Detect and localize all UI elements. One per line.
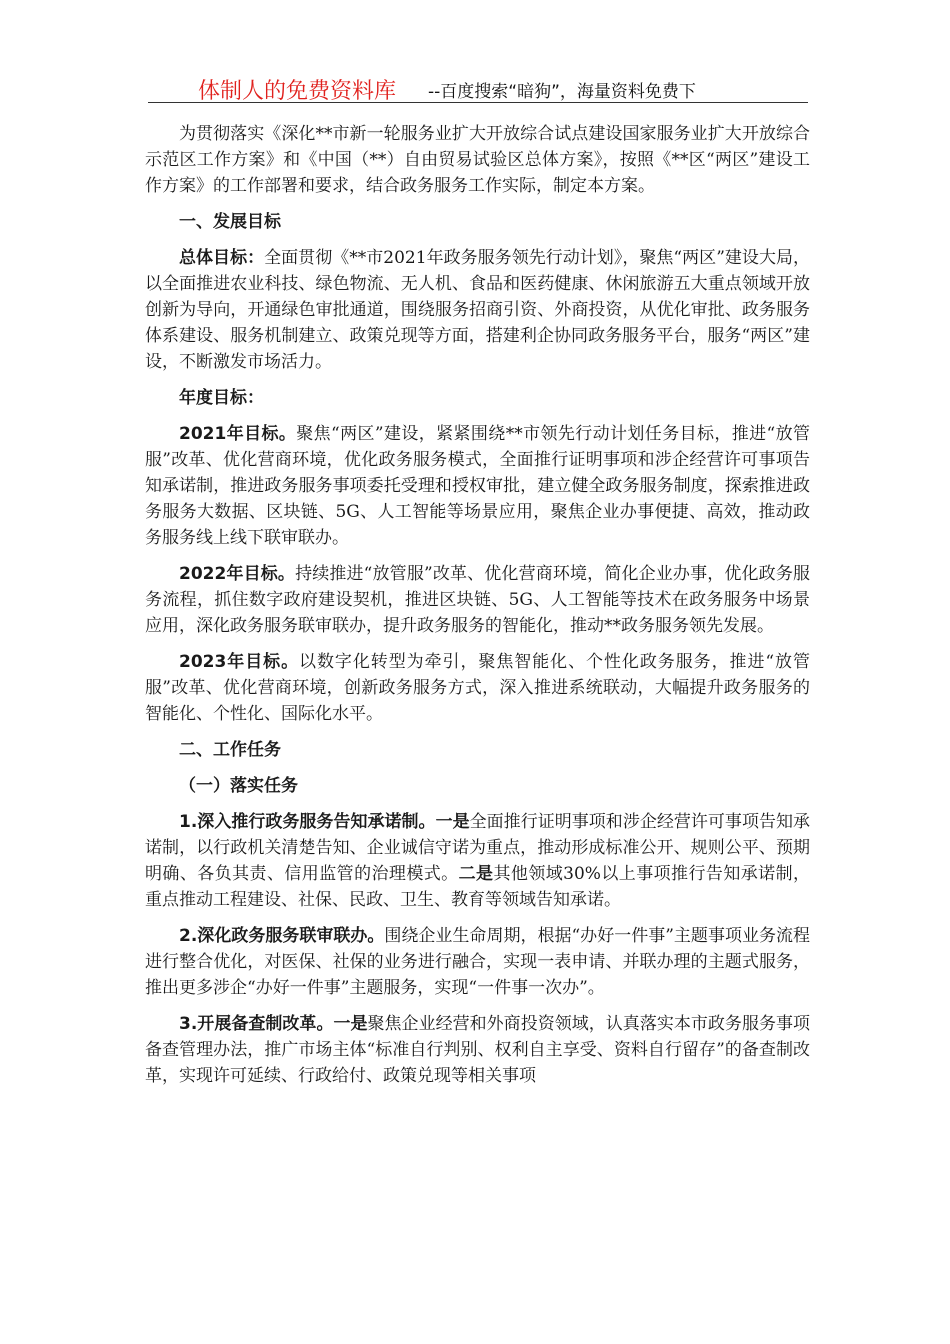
goal-2021-label: 2021年目标。 (179, 424, 297, 444)
overall-goal-label: 总体目标： (179, 248, 265, 268)
subsection-heading-implement: （一）落实任务 (179, 776, 298, 796)
document-body (145, 121, 810, 1089)
header-slogan: --百度搜索“暗狗”，海量资料免费下 (428, 82, 696, 102)
goal-2022-paragraph (145, 561, 810, 639)
header-brand: 体制人的免费资料库 (198, 79, 397, 104)
goal-2023-text: 以数字化转型为牵引，聚焦智能化、个性化政务服务，推进“放管服”改革、优化营商环境，创新政务服务方式，深入推进系统联动，大幅提升政务服务的智能化、个性化、国际化水平。 (145, 652, 810, 724)
task-1-first-text: 全面推行证明事项和涉企经营许可事项告知承诺制，以行政机关清楚告知、企业诚信守诺为重点，推动形成标准公开、规则公平、预期明确、各负其责、信用监管的治理模式。 (145, 812, 811, 884)
overall-goal-text: 全面贯彻《**市2021年政务服务领先行动计划》，聚焦“两区”建设大局，以全面推进农业科技、绿色物流、无人机、食品和医药健康、休闲旅游五大重点领域开放创新为导向，开通绿色审批通道，围绕服务招商引资、外商投资，从优化审批、政务服务体系建设、服务机制建立、政策兑现等方面，搭建利企协同政务服务平台，服务“两区”建设，不断激发市场活力。 (145, 248, 810, 372)
task-1-second-text: 其他领域30%以上事项推行告知承诺制，重点推动工程建设、社保、民政、卫生、教育等领域告知承诺。 (145, 864, 811, 910)
task-1-first-label: 一是 (435, 812, 470, 832)
page-header (148, 66, 808, 103)
task-2-label: 2.深化政务服务联审联办。 (179, 926, 385, 946)
task-1-label: 1.深入推行政务服务告知承诺制。 (179, 812, 436, 832)
section-heading-goals: 一、发展目标 (179, 212, 281, 232)
intro-paragraph: 为贯彻落实《深化**市新一轮服务业扩大开放综合试点建设国家服务业扩大开放综合示范区工作方案》和《中国（**）自由贸易试验区总体方案》，按照《**区“两区”建设工作方案》的工作部署和要求，结合政务服务工作实际，制定本方案。 (145, 124, 810, 196)
task-3-label: 3.开展备查制改革。 (179, 1014, 334, 1034)
goal-2023-label: 2023年目标。 (179, 652, 300, 672)
goal-2021-paragraph (145, 421, 810, 551)
goal-2022-label: 2022年目标。 (179, 564, 296, 584)
task-3-paragraph (145, 1011, 810, 1089)
section-heading-tasks: 二、工作任务 (179, 740, 281, 760)
task-3-first-text: 聚焦企业经营和外商投资领域，认真落实本市政务服务事项备查管理办法，推广市场主体“标准自行判别、权利自主享受、资料自行留存”的备查制改革，实现许可延续、行政给付、政策兑现等相关事项 (145, 1014, 811, 1086)
goal-2022-text: 持续推进“放管服”改革、优化营商环境，简化企业办事，优化政务服务流程，抓住数字政府建设契机，推进区块链、5G、人工智能等技术在政务服务中场景应用，深化政务服务联审联办，提升政务服务的智能化，推动**政务服务领先发展。 (145, 564, 810, 636)
task-1-paragraph (145, 809, 810, 913)
goal-2023-paragraph (145, 649, 810, 727)
annual-goal-label: 年度目标： (179, 388, 264, 408)
task-2-paragraph (145, 923, 810, 1001)
overall-goal-paragraph (145, 245, 810, 375)
task-3-first-label: 一是 (333, 1014, 368, 1034)
task-1-second-label: 二是 (458, 864, 494, 884)
goal-2021-text: 聚焦“两区”建设，紧紧围绕**市领先行动计划任务目标，推进“放管服”改革、优化营商环境，优化政务服务模式，全面推行证明事项和涉企经营许可事项告知承诺制，推进政务服务事项委托受理和授权审批，建立健全政务服务制度，探索推进政务服务大数据、区块链、5G、人工智能等场景应用，聚焦企业办事便捷、高效，推动政务服务线上线下联审联办。 (145, 424, 810, 548)
task-2-text: 围绕企业生命周期，根据“办好一件事”主题事项业务流程进行整合优化，对医保、社保的业务进行融合，实现一表申请、并联办理的主题式服务，推出更多涉企“办好一件事”主题服务，实现“一件事一次办”。 (145, 926, 810, 998)
